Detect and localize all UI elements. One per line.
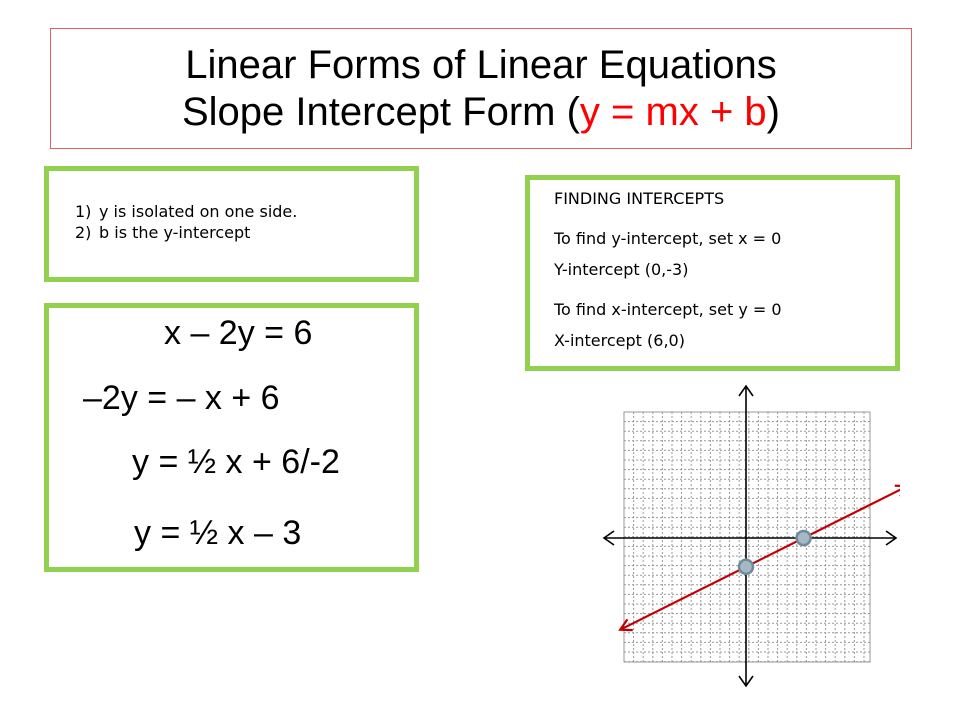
intercept-point-marker bbox=[739, 560, 753, 574]
rule-item bbox=[75, 222, 297, 243]
title-paren-close: ) bbox=[766, 90, 780, 134]
y-intercept-result: Y-intercept (0,-3) bbox=[554, 260, 689, 279]
intercepts-box bbox=[525, 175, 900, 371]
x-intercept-rule: To find x-intercept, set y = 0 bbox=[554, 300, 782, 319]
equation-step-4: y = ½ x – 3 bbox=[134, 514, 302, 552]
steps-box bbox=[44, 303, 419, 572]
intercept-point-marker bbox=[797, 531, 811, 545]
title-line-1: Linear Forms of Linear Equations bbox=[185, 43, 777, 87]
rule-number: 1) bbox=[75, 202, 92, 221]
title-form-name: Slope Intercept Form ( bbox=[181, 90, 580, 134]
rule-number: 2) bbox=[75, 223, 92, 242]
x-intercept-result: X-intercept (6,0) bbox=[554, 331, 685, 350]
coordinate-graph bbox=[600, 384, 900, 690]
intercepts-heading: FINDING INTERCEPTS bbox=[554, 189, 725, 208]
rule-item bbox=[75, 201, 297, 222]
equation-step-3: y = ½ x + 6/-2 bbox=[132, 443, 340, 481]
equation-step-1: x – 2y = 6 bbox=[164, 314, 313, 352]
title-box bbox=[50, 28, 912, 149]
y-intercept-rule: To find y-intercept, set x = 0 bbox=[554, 229, 782, 248]
title-line-2 bbox=[51, 89, 911, 136]
rule-text: b is the y-intercept bbox=[99, 223, 251, 242]
rules-list bbox=[75, 201, 297, 243]
rules-box bbox=[44, 166, 419, 282]
equation-step-2: –2y = – x + 6 bbox=[83, 379, 280, 417]
rule-text: y is isolated on one side. bbox=[99, 202, 298, 221]
grid-lines bbox=[624, 412, 870, 662]
title-formula: y = mx + b bbox=[579, 90, 767, 134]
